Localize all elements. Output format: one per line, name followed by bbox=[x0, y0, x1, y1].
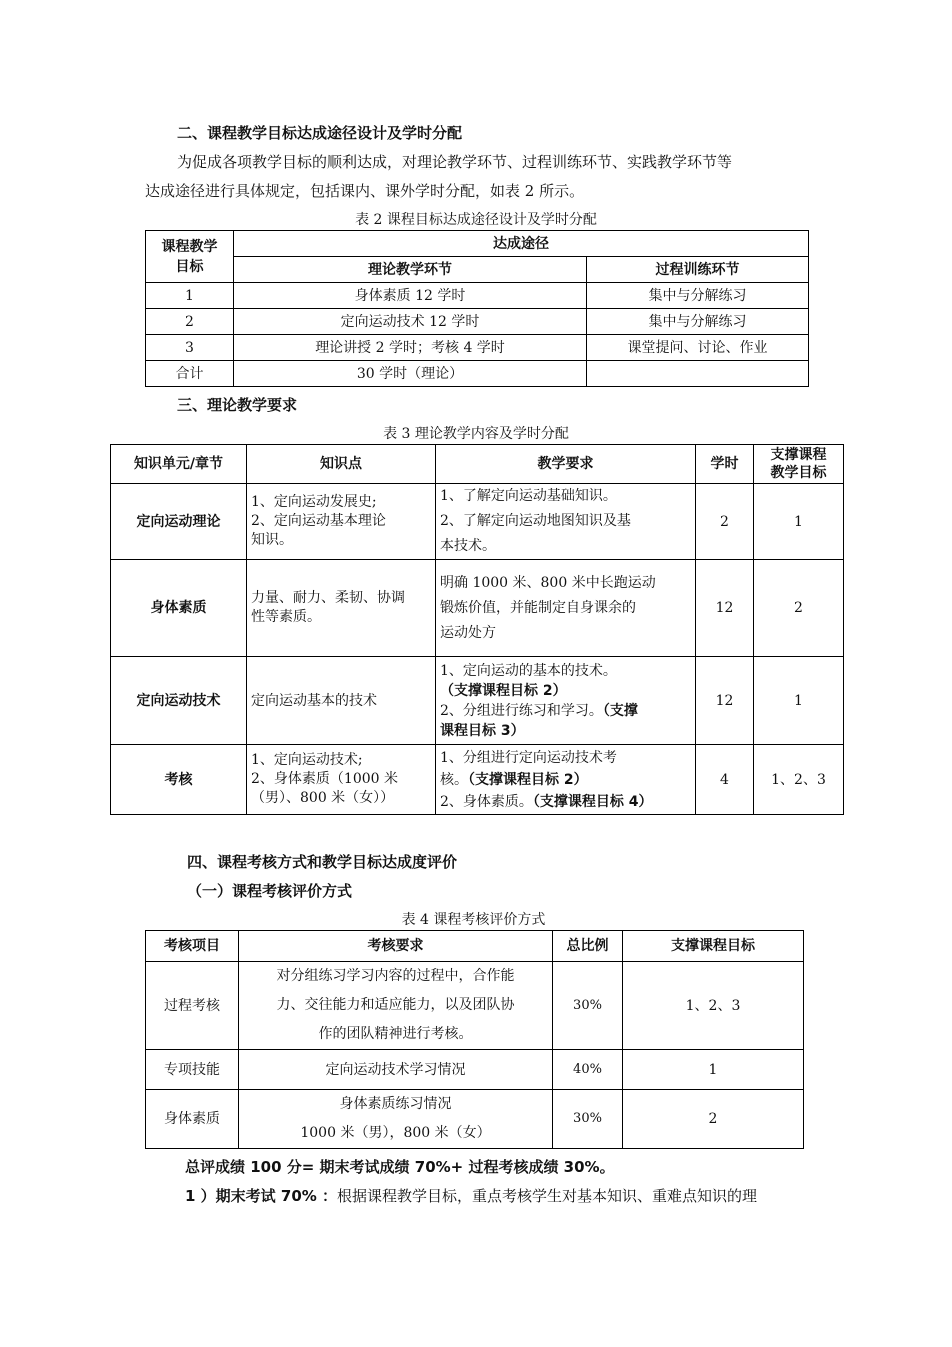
table-row: 专项技能 定向运动技术学习情况 40% 1 bbox=[146, 1050, 804, 1090]
table3-caption: 表 3 理论教学内容及学时分配 bbox=[383, 426, 569, 442]
table-row: 定向运动技术 定向运动基本的技术 1、定向运动的基本的技术。 （支撑课程目标 2） 2、分组进行练习和学习。（支撑 课程目标 3） 12 1 bbox=[111, 657, 844, 745]
table3-head-goal: 支撑课程 教学目标 bbox=[754, 445, 844, 484]
table4-head-ratio: 总比例 bbox=[553, 931, 623, 962]
table-row: 合计 30 学时（理论） bbox=[146, 361, 809, 387]
table-4 bbox=[145, 930, 804, 1149]
section-heading-2: 二、课程教学目标达成途径设计及学时分配 bbox=[177, 124, 463, 142]
table2-head-goal: 课程教学 目标 bbox=[146, 231, 234, 283]
table2-head-process: 过程训练环节 bbox=[587, 257, 809, 283]
grade-summary: 总评成绩 100 分= 期末考试成绩 70%+ 过程考核成绩 30%。 bbox=[185, 1158, 615, 1176]
table4-head-goal: 支撑课程目标 bbox=[623, 931, 804, 962]
table-row: 1 身体素质 12 学时 集中与分解练习 bbox=[146, 283, 809, 309]
table2-head-path: 达成途径 bbox=[234, 231, 809, 257]
table3-head-req: 教学要求 bbox=[436, 445, 696, 484]
table-row: 身体素质 力量、耐力、柔韧、协调 性等素质。 明确 1000 米、800 米中长跑运动 锻炼价值，并能制定自身课余的 运动处方 12 2 bbox=[111, 560, 844, 657]
table-row: 过程考核 对分组练习学习内容的过程中，合作能 力、交往能力和适应能力，以及团队协 作的团队精神进行考核。 30% 1、2、3 bbox=[146, 962, 804, 1050]
final-exam-line bbox=[185, 1185, 757, 1206]
section2-paragraph-line1: 为促成各项教学目标的顺利达成，对理论教学环节、过程训练环节、实践教学环节等 bbox=[177, 153, 733, 171]
section-heading-4: 四、课程考核方式和教学目标达成度评价 bbox=[187, 853, 458, 871]
table-2 bbox=[145, 230, 809, 387]
table3-head-points: 知识点 bbox=[247, 445, 436, 484]
table-row: 3 理论讲授 2 学时；考核 4 学时 课堂提问、讨论、作业 bbox=[146, 335, 809, 361]
final-exam-text: 根据课程教学目标，重点考核学生对基本知识、重难点知识的理 bbox=[337, 1187, 758, 1205]
table4-caption: 表 4 课程考核评价方式 bbox=[401, 912, 546, 928]
table-row: 2 定向运动技术 12 学时 集中与分解练习 bbox=[146, 309, 809, 335]
table-row: 身体素质 身体素质练习情况 1000 米（男），800 米（女） 30% 2 bbox=[146, 1090, 804, 1149]
table-3 bbox=[110, 444, 844, 815]
table3-head-hours: 学时 bbox=[696, 445, 754, 484]
subsection-heading-1: （一）课程考核评价方式 bbox=[187, 882, 353, 900]
table2-caption: 表 2 课程目标达成途径设计及学时分配 bbox=[355, 212, 597, 228]
table4-head-item: 考核项目 bbox=[146, 931, 239, 962]
section-heading-3: 三、理论教学要求 bbox=[177, 396, 298, 414]
table3-head-unit: 知识单元/章节 bbox=[111, 445, 247, 484]
table4-head-req: 考核要求 bbox=[239, 931, 553, 962]
table-row: 考核 1、定向运动技术; 2、身体素质（1000 米 （男）、800 米（女）） 1、分组进行定向运动技术考 核。（支撑课程目标 2） 2、身体素质。（支撑课程目标 4） 4 1、2、3 bbox=[111, 745, 844, 815]
section2-paragraph-line2: 达成途径进行具体规定，包括课内、课外学时分配，如表 2 所示。 bbox=[145, 182, 585, 200]
table-row: 定向运动理论 1、定向运动发展史; 2、定向运动基本理论 知识。 1、了解定向运动基础知识。 2、了解定向运动地图知识及基 本技术。 2 1 bbox=[111, 484, 844, 560]
table2-head-theory: 理论教学环节 bbox=[234, 257, 587, 283]
final-exam-label: 1 ）期末考试 70% ： bbox=[185, 1187, 338, 1205]
